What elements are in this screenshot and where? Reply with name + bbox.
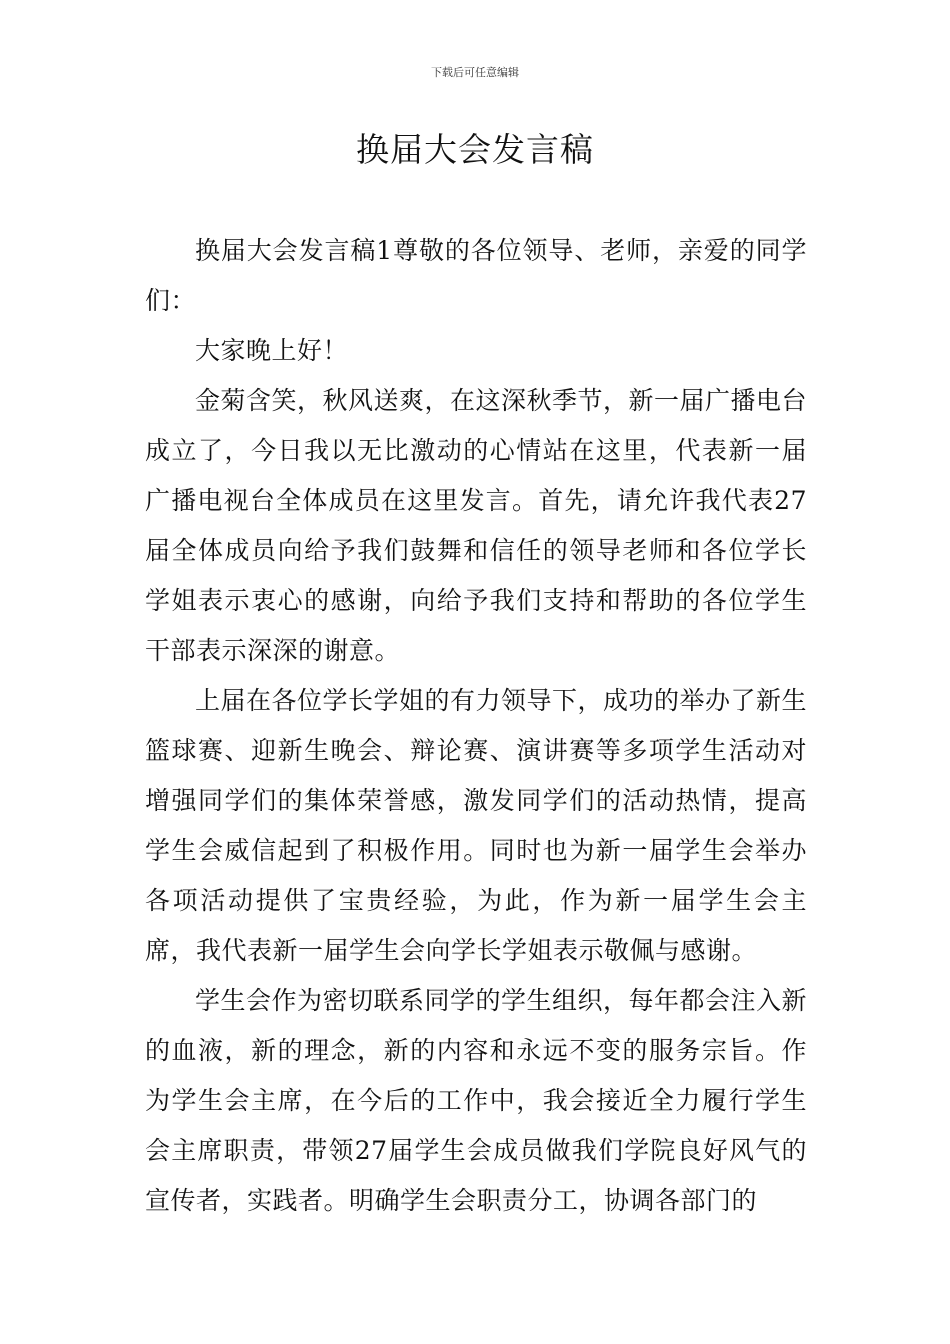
document-title: 换届大会发言稿 xyxy=(356,130,594,169)
paragraph-greeting: 换届大会发言稿1尊敬的各位领导、老师，亲爱的同学们： xyxy=(145,236,807,315)
paragraph-opening: 金菊含笑，秋风送爽，在这深秋季节，新一届广播电台成立了，今日我以无比激动的心情站在这里，代表新一届广播电视台全体成员在这里发言。首先，请允许我代表27届全体成员向给予我们鼓舞和信任的领导老师和各位学长学姐表示衷心的感谢，向给予我们支持和帮助的各位学生干部表示深深的谢意。 xyxy=(145,386,808,665)
header-note: 下载后可任意编辑 xyxy=(431,66,519,79)
paragraph-previous-term: 上届在各位学长学姐的有力领导下，成功的举办了新生篮球赛、迎新生晚会、辩论赛、演讲赛等多项学生活动对增强同学们的集体荣誉感，激发同学们的活动热情，提高学生会威信起到了积极作用。同时也为新一届学生会举办各项活动提供了宝贵经验，为此，作为新一届学生会主席，我代表新一届学生会向学长学姐表示敬佩与感谢。 xyxy=(145,686,808,965)
document-body xyxy=(145,226,807,1226)
paragraph-commitment: 学生会作为密切联系同学的学生组织，每年都会注入新的血液，新的理念，新的内容和永远不变的服务宗旨。作为学生会主席，在今后的工作中，我会接近全力履行学生会主席职责，带领27届学生会成员做我们学院良好风气的宣传者，实践者。明确学生会职责分工，协调各部门的 xyxy=(145,986,808,1215)
paragraph-salutation: 大家晚上好！ xyxy=(195,336,349,365)
